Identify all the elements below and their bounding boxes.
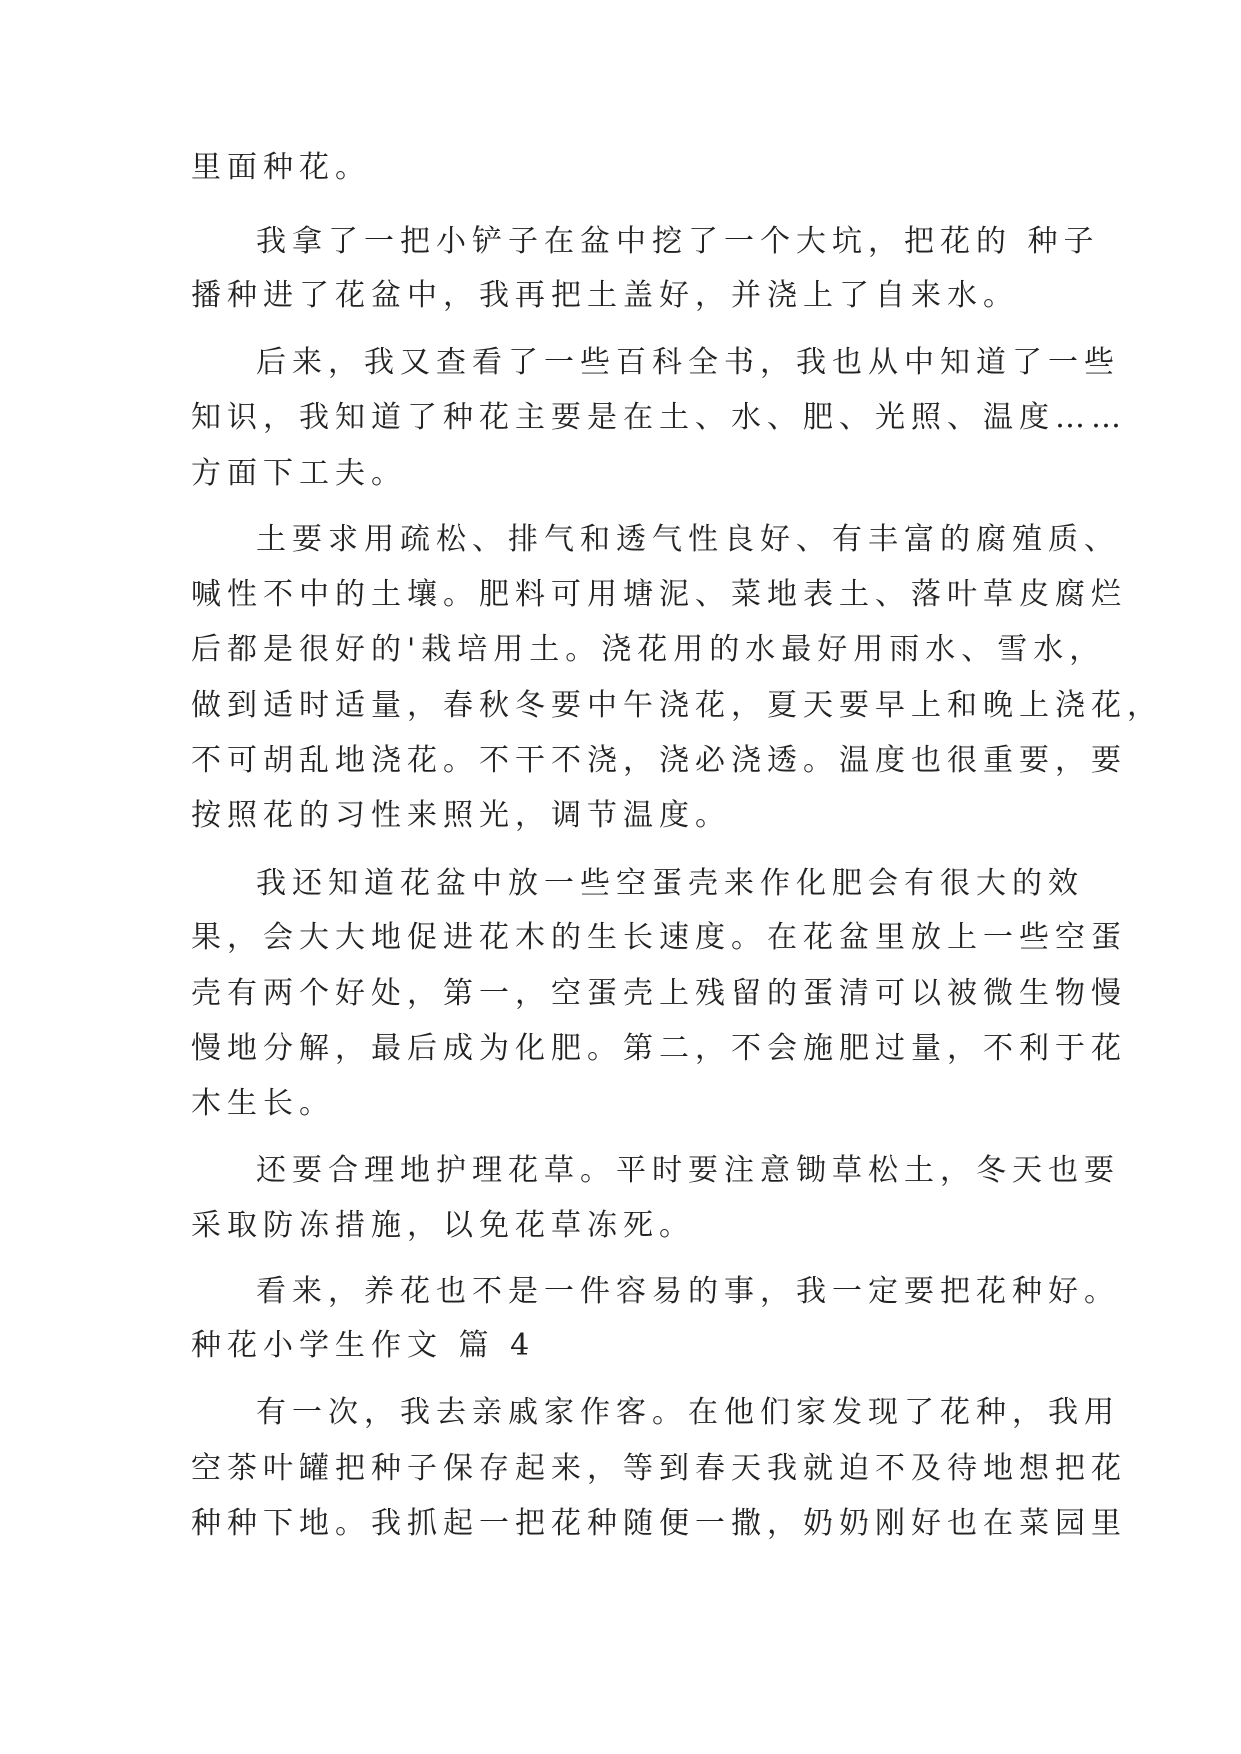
text-line: 里面种花。 bbox=[191, 150, 371, 185]
text-line: 不可胡乱地浇花。不干不浇，浇必浇透。温度也很重要，要 bbox=[191, 743, 1127, 778]
paragraph-first-line: 有一次，我去亲戚家作客。在他们家发现了花种，我用 bbox=[256, 1395, 1120, 1430]
text-line: 空茶叶罐把种子保存起来，等到春天我就迫不及待地想把花 bbox=[191, 1451, 1127, 1486]
paragraph-first-line: 后来，我又查看了一些百科全书，我也从中知道了一些 bbox=[256, 345, 1120, 380]
section-heading: 种花小学生作文 篇 4 bbox=[191, 1328, 536, 1363]
text-line: 做到适时适量，春秋冬要中午浇花，夏天要早上和晚上浇花， bbox=[191, 688, 1163, 723]
text-line: 方面下工夫。 bbox=[191, 456, 407, 491]
paragraph-first-line: 我还知道花盆中放一些空蛋壳来作化肥会有很大的效 bbox=[256, 866, 1084, 901]
text-line: 慢地分解，最后成为化肥。第二，不会施肥过量，不利于花 bbox=[191, 1031, 1127, 1066]
text-line: 喊性不中的土壤。肥料可用塘泥、菜地表土、落叶草皮腐烂 bbox=[191, 577, 1127, 612]
text-line: 种种下地。我抓起一把花种随便一撒，奶奶刚好也在菜园里 bbox=[191, 1506, 1127, 1541]
text-line: 播种进了花盆中，我再把土盖好，并浇上了自来水。 bbox=[191, 278, 1019, 313]
text-line: 知识，我知道了种花主要是在土、水、肥、光照、温度…… bbox=[191, 400, 1127, 435]
paragraph-first-line: 看来，养花也不是一件容易的事，我一定要把花种好。 bbox=[256, 1274, 1120, 1309]
paragraph-first-line: 我拿了一把小铲子在盆中挖了一个大坑，把花的 种子 bbox=[256, 224, 1100, 259]
text-line: 后都是很好的'栽培用土。浇花用的水最好用雨水、雪水， bbox=[191, 632, 1106, 667]
paragraph-first-line: 还要合理地护理花草。平时要注意锄草松土，冬天也要 bbox=[256, 1153, 1120, 1188]
text-line: 果，会大大地促进花木的生长速度。在花盆里放上一些空蛋 bbox=[191, 920, 1127, 955]
text-line: 采取防冻措施，以免花草冻死。 bbox=[191, 1208, 695, 1243]
paragraph-first-line: 土要求用疏松、排气和透气性良好、有丰富的腐殖质、 bbox=[256, 522, 1120, 557]
text-line: 壳有两个好处，第一，空蛋壳上残留的蛋清可以被微生物慢 bbox=[191, 976, 1127, 1011]
text-line: 木生长。 bbox=[191, 1086, 335, 1121]
text-line: 按照花的习性来照光，调节温度。 bbox=[191, 798, 731, 833]
